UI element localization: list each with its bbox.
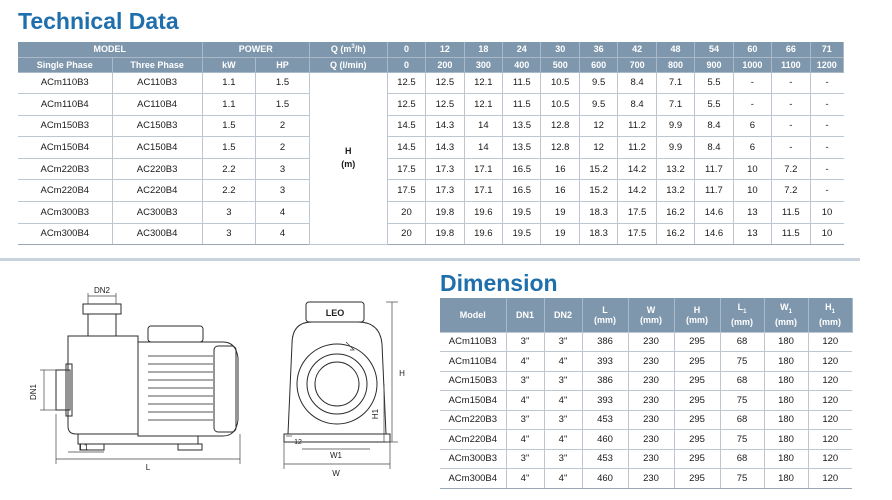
model-cell: ACm150B3 — [440, 371, 506, 391]
head-value-cell: 14.5 — [387, 115, 425, 137]
power-hp-cell: 2 — [256, 115, 310, 137]
three-phase-model-cell: AC220B3 — [112, 158, 202, 180]
w1-cell: 180 — [764, 371, 808, 391]
head-value-cell: 8.4 — [695, 137, 733, 159]
head-value-cell: 10 — [810, 202, 843, 224]
l-cell: 453 — [582, 410, 628, 430]
head-value-cell: 12 — [579, 115, 617, 137]
head-value-cell: 16.2 — [656, 202, 694, 224]
dim-l1-subscript: 1 — [743, 309, 747, 316]
q-lmin-header: Q (l/min) — [309, 57, 387, 72]
dn2-cell: 4" — [544, 391, 582, 411]
dim-dn1-header: DN1 — [506, 298, 544, 332]
head-value-cell: 11.2 — [618, 137, 656, 159]
head-value-cell: 20 — [387, 202, 425, 224]
head-value-cell: 12.8 — [541, 137, 579, 159]
q-lmin-value: 1200 — [810, 57, 843, 72]
single-phase-model-cell: ACm300B4 — [18, 223, 112, 245]
l1-cell: 68 — [720, 371, 764, 391]
head-value-cell: - — [772, 94, 810, 116]
l1-cell: 68 — [720, 410, 764, 430]
dn2-dimension-label: DN2 — [93, 286, 111, 295]
dim-dn2-header: DN2 — [544, 298, 582, 332]
l-cell: 386 — [582, 371, 628, 391]
dn1-dimension-label: DN1 — [29, 383, 38, 401]
head-value-cell: 7.1 — [656, 72, 694, 94]
head-value-cell: 16.2 — [656, 223, 694, 245]
head-value-cell: 11.7 — [695, 180, 733, 202]
pump-front-view-drawing — [262, 284, 422, 490]
head-value-cell: - — [810, 115, 843, 137]
l1-cell: 75 — [720, 469, 764, 489]
q-m3h-value: 18 — [464, 42, 502, 57]
dn1-cell: 3" — [506, 371, 544, 391]
dim-h-header — [674, 298, 720, 332]
dn2-cell: 4" — [544, 352, 582, 372]
l1-cell: 68 — [720, 449, 764, 469]
h1-cell: 120 — [808, 352, 852, 372]
w-dimension-label: W — [332, 469, 340, 478]
single-phase-model-cell: ACm110B4 — [18, 94, 112, 116]
head-value-cell: 6 — [733, 137, 771, 159]
q-lmin-value: 1000 — [733, 57, 771, 72]
dim-h1-unit: (mm) — [819, 317, 841, 328]
head-value-cell: - — [810, 72, 843, 94]
dn1-cell: 4" — [506, 391, 544, 411]
head-value-cell: 14.2 — [618, 180, 656, 202]
l1-cell: 75 — [720, 352, 764, 372]
three-phase-header: Three Phase — [112, 57, 202, 72]
l1-cell: 75 — [720, 430, 764, 450]
section-divider — [0, 258, 860, 261]
head-value-cell: 6 — [733, 115, 771, 137]
w1-cell: 180 — [764, 430, 808, 450]
head-value-cell: 13.5 — [503, 115, 541, 137]
l-cell: 393 — [582, 391, 628, 411]
head-value-cell: 5.5 — [695, 72, 733, 94]
dimension-table-row — [440, 430, 852, 450]
power-kw-cell: 1.5 — [202, 137, 256, 159]
h-cell: 295 — [674, 332, 720, 352]
h-cell: 295 — [674, 449, 720, 469]
head-value-cell: 14.6 — [695, 202, 733, 224]
l-dimension-label: L — [145, 463, 151, 472]
power-hp-cell: 1.5 — [256, 94, 310, 116]
h1-cell: 120 — [808, 371, 852, 391]
three-phase-model-cell: AC110B3 — [112, 72, 202, 94]
power-hp-cell: 4 — [256, 223, 310, 245]
three-phase-model-cell: AC150B3 — [112, 115, 202, 137]
power-hp-cell: 2 — [256, 137, 310, 159]
head-value-cell: 14.5 — [387, 137, 425, 159]
q-lmin-value: 0 — [387, 57, 425, 72]
dn2-cell: 3" — [544, 449, 582, 469]
head-value-cell: 13.2 — [656, 158, 694, 180]
head-value-cell: 14.2 — [618, 158, 656, 180]
dn2-cell: 4" — [544, 430, 582, 450]
head-value-cell: 14 — [464, 137, 502, 159]
h1-cell: 120 — [808, 469, 852, 489]
w1-cell: 180 — [764, 410, 808, 430]
w1-cell: 180 — [764, 352, 808, 372]
head-value-cell: 17.3 — [426, 158, 464, 180]
l-cell: 386 — [582, 332, 628, 352]
dim-l-header — [582, 298, 628, 332]
head-value-cell: 12.1 — [464, 72, 502, 94]
head-unit-cell — [309, 72, 387, 245]
head-value-cell: 15.2 — [579, 158, 617, 180]
dim-h1-header — [808, 298, 852, 332]
w1-dimension-label: W1 — [330, 451, 342, 460]
head-value-cell: 13.2 — [656, 180, 694, 202]
q-lmin-value: 600 — [579, 57, 617, 72]
power-kw-cell: 2.2 — [202, 158, 256, 180]
dimension-table-row — [440, 352, 852, 372]
head-value-cell: 5.5 — [695, 94, 733, 116]
head-value-cell: 11.7 — [695, 158, 733, 180]
dim-l1-header — [720, 298, 764, 332]
h-cell: 295 — [674, 352, 720, 372]
model-cell: ACm110B3 — [440, 332, 506, 352]
single-phase-model-cell: ACm220B4 — [18, 180, 112, 202]
power-header: POWER — [202, 42, 309, 57]
q-m3h-superscript: 3 — [351, 44, 355, 51]
dim-l1-label: L — [737, 302, 744, 313]
head-value-cell: 12.5 — [387, 94, 425, 116]
head-value-cell: 17.5 — [387, 158, 425, 180]
w1-cell: 180 — [764, 391, 808, 411]
w1-cell: 180 — [764, 332, 808, 352]
head-value-cell: 17.3 — [426, 180, 464, 202]
head-value-cell: - — [810, 137, 843, 159]
head-value-cell: 12.5 — [426, 94, 464, 116]
head-value-cell: 12 — [579, 137, 617, 159]
single-phase-model-cell: ACm300B3 — [18, 202, 112, 224]
dim-l-label: L — [602, 304, 608, 315]
head-value-cell: - — [733, 72, 771, 94]
dn1-cell: 4" — [506, 430, 544, 450]
head-value-cell: 9.5 — [579, 94, 617, 116]
dn1-cell: 4" — [506, 469, 544, 489]
pump-side-view-drawing — [18, 284, 258, 490]
dim-w-unit: (mm) — [640, 314, 662, 325]
q-m3h-value: 54 — [695, 42, 733, 57]
dim-w-header — [628, 298, 674, 332]
model-cell: ACm220B3 — [440, 410, 506, 430]
dimension-table-row — [440, 332, 852, 352]
power-kw-cell: 1.1 — [202, 94, 256, 116]
single-phase-model-cell: ACm150B3 — [18, 115, 112, 137]
h1-dimension-label: H1 — [371, 408, 380, 420]
three-phase-model-cell: AC150B4 — [112, 137, 202, 159]
three-phase-model-cell: AC300B4 — [112, 223, 202, 245]
head-value-cell: 18.3 — [579, 223, 617, 245]
dim-w1-unit: (mm) — [775, 317, 797, 328]
head-value-cell: 18.3 — [579, 202, 617, 224]
power-kw-cell: 1.5 — [202, 115, 256, 137]
q-m3h-text: Q (m — [330, 44, 352, 55]
dimension-header-row — [440, 298, 852, 332]
model-cell: ACm150B4 — [440, 391, 506, 411]
head-value-cell: 11.5 — [503, 72, 541, 94]
q-m3h-value: 60 — [733, 42, 771, 57]
dim-model-header: Model — [440, 298, 506, 332]
power-hp-cell: 3 — [256, 158, 310, 180]
dim-l-unit: (mm) — [594, 314, 616, 325]
tech-table-row — [18, 202, 844, 224]
head-value-cell: 19 — [541, 223, 579, 245]
dn2-cell: 3" — [544, 332, 582, 352]
head-value-cell: 7.1 — [656, 94, 694, 116]
power-kw-cell: 3 — [202, 202, 256, 224]
head-value-cell: 19.8 — [426, 223, 464, 245]
w-cell: 230 — [628, 430, 674, 450]
head-value-cell: 19.8 — [426, 202, 464, 224]
l-cell: 460 — [582, 469, 628, 489]
q-lmin-value: 400 — [503, 57, 541, 72]
model-cell: ACm300B4 — [440, 469, 506, 489]
head-value-cell: 19.5 — [503, 223, 541, 245]
h-cell: 295 — [674, 430, 720, 450]
twelve-dimension-label: 12 — [294, 439, 302, 446]
head-value-cell: 13 — [733, 223, 771, 245]
dimension-table — [440, 298, 853, 489]
power-kw-cell: 1.1 — [202, 72, 256, 94]
head-value-cell: 9.9 — [656, 115, 694, 137]
kw-header: kW — [202, 57, 256, 72]
single-phase-header: Single Phase — [18, 57, 112, 72]
three-phase-model-cell: AC300B3 — [112, 202, 202, 224]
head-value-cell: 12.5 — [387, 72, 425, 94]
tech-table-row — [18, 180, 844, 202]
dim-w-label: W — [646, 304, 656, 315]
h1-cell: 120 — [808, 391, 852, 411]
q-m3h-header — [309, 42, 387, 57]
head-label: H — [345, 146, 352, 157]
head-value-cell: 11.5 — [772, 202, 810, 224]
q-lmin-value: 900 — [695, 57, 733, 72]
technical-data-title: Technical Data — [18, 8, 179, 34]
head-value-cell: 20 — [387, 223, 425, 245]
head-value-cell: 14 — [464, 115, 502, 137]
head-value-cell: 17.5 — [618, 202, 656, 224]
head-value-cell: 7.2 — [772, 180, 810, 202]
head-value-cell: 7.2 — [772, 158, 810, 180]
w-cell: 230 — [628, 469, 674, 489]
power-kw-cell: 2.2 — [202, 180, 256, 202]
head-value-cell: 8.4 — [618, 72, 656, 94]
tech-header-row-2 — [18, 57, 844, 72]
dimension-table-row — [440, 469, 852, 489]
head-value-cell: 8.4 — [618, 94, 656, 116]
head-value-cell: - — [772, 115, 810, 137]
head-value-cell: 11.5 — [503, 94, 541, 116]
three-phase-model-cell: AC110B4 — [112, 94, 202, 116]
h1-cell: 120 — [808, 332, 852, 352]
single-phase-model-cell: ACm220B3 — [18, 158, 112, 180]
head-value-cell: 12.5 — [426, 72, 464, 94]
power-hp-cell: 1.5 — [256, 72, 310, 94]
head-unit: (m) — [341, 159, 356, 170]
h-cell: 295 — [674, 410, 720, 430]
head-value-cell: 17.5 — [387, 180, 425, 202]
h1-cell: 120 — [808, 449, 852, 469]
head-value-cell: 11.2 — [618, 115, 656, 137]
dim-w1-subscript: 1 — [788, 309, 792, 316]
head-value-cell: 10 — [733, 180, 771, 202]
dn1-cell: 3" — [506, 332, 544, 352]
head-value-cell: - — [810, 94, 843, 116]
head-value-cell: 19.6 — [464, 202, 502, 224]
q-lmin-value: 800 — [656, 57, 694, 72]
q-lmin-value: 200 — [426, 57, 464, 72]
dimension-table-row — [440, 391, 852, 411]
q-lmin-value: 1100 — [772, 57, 810, 72]
single-phase-model-cell: ACm150B4 — [18, 137, 112, 159]
dim-l1-unit: (mm) — [731, 317, 753, 328]
head-value-cell: - — [733, 94, 771, 116]
head-value-cell: 17.5 — [618, 223, 656, 245]
brand-plate-text: LEO — [325, 308, 345, 318]
head-value-cell: 14.6 — [695, 223, 733, 245]
head-value-cell: 14.3 — [426, 115, 464, 137]
dim-h1-label: H — [825, 302, 832, 313]
dn1-cell: 3" — [506, 449, 544, 469]
h-cell: 295 — [674, 469, 720, 489]
dimension-table-row — [440, 410, 852, 430]
head-value-cell: - — [810, 180, 843, 202]
l-cell: 460 — [582, 430, 628, 450]
q-m3h-value: 0 — [387, 42, 425, 57]
l-cell: 453 — [582, 449, 628, 469]
head-value-cell: 9.9 — [656, 137, 694, 159]
single-phase-model-cell: ACm110B3 — [18, 72, 112, 94]
head-value-cell: 10.5 — [541, 94, 579, 116]
w-cell: 230 — [628, 391, 674, 411]
dim-h-label: H — [693, 304, 701, 315]
dn2-cell: 3" — [544, 371, 582, 391]
dimension-table-row — [440, 449, 852, 469]
head-value-cell: 16 — [541, 180, 579, 202]
q-m3h-value: 66 — [772, 42, 810, 57]
tech-table-row — [18, 158, 844, 180]
q-lmin-value: 500 — [541, 57, 579, 72]
tech-table-row — [18, 223, 844, 245]
head-value-cell: 14.3 — [426, 137, 464, 159]
head-value-cell: 13 — [733, 202, 771, 224]
q-m3h-value: 12 — [426, 42, 464, 57]
head-value-cell: 12.8 — [541, 115, 579, 137]
head-value-cell: 19.6 — [464, 223, 502, 245]
head-value-cell: 17.1 — [464, 180, 502, 202]
power-hp-cell: 4 — [256, 202, 310, 224]
dn1-cell: 4" — [506, 352, 544, 372]
head-value-cell: 19 — [541, 202, 579, 224]
dimension-title: Dimension — [440, 270, 558, 296]
tech-table-row — [18, 115, 844, 137]
tech-table-row — [18, 137, 844, 159]
l1-cell: 75 — [720, 391, 764, 411]
q-m3h-value: 30 — [541, 42, 579, 57]
w-cell: 230 — [628, 332, 674, 352]
head-value-cell: 19.5 — [503, 202, 541, 224]
q-m3h-value: 24 — [503, 42, 541, 57]
w1-cell: 180 — [764, 469, 808, 489]
head-value-cell: - — [810, 158, 843, 180]
h1-cell: 120 — [808, 430, 852, 450]
w-cell: 230 — [628, 371, 674, 391]
head-value-cell: 15.2 — [579, 180, 617, 202]
q-m3h-value: 71 — [810, 42, 843, 57]
h-cell: 295 — [674, 371, 720, 391]
dimension-table-row — [440, 371, 852, 391]
dim-w1-header — [764, 298, 808, 332]
dim-w1-label: W — [780, 302, 789, 313]
model-cell: ACm110B4 — [440, 352, 506, 372]
q-m3h-value: 36 — [579, 42, 617, 57]
head-value-cell: 12.1 — [464, 94, 502, 116]
head-value-cell: 13.5 — [503, 137, 541, 159]
q-lmin-value: 300 — [464, 57, 502, 72]
q-m3h-value: 42 — [618, 42, 656, 57]
head-value-cell: 10 — [810, 223, 843, 245]
power-kw-cell: 3 — [202, 223, 256, 245]
h-dimension-label: H — [399, 369, 405, 378]
head-value-cell: 16.5 — [503, 180, 541, 202]
h1-cell: 120 — [808, 410, 852, 430]
model-cell: ACm300B3 — [440, 449, 506, 469]
tech-header-row-1 — [18, 42, 844, 57]
w-cell: 230 — [628, 449, 674, 469]
model-cell: ACm220B4 — [440, 430, 506, 450]
head-value-cell: - — [772, 72, 810, 94]
head-value-cell: 10.5 — [541, 72, 579, 94]
dn2-cell: 4" — [544, 469, 582, 489]
q-m3h-value: 48 — [656, 42, 694, 57]
tech-table-row — [18, 94, 844, 116]
q-m3h-tail: /h) — [354, 44, 366, 55]
head-value-cell: 17.1 — [464, 158, 502, 180]
head-value-cell: 8.4 — [695, 115, 733, 137]
l1-dimension-label: L1 — [79, 443, 89, 452]
l-cell: 393 — [582, 352, 628, 372]
w-cell: 230 — [628, 352, 674, 372]
head-value-cell: 11.5 — [772, 223, 810, 245]
power-hp-cell: 3 — [256, 180, 310, 202]
model-header: MODEL — [18, 42, 202, 57]
dim-h1-subscript: 1 — [831, 309, 835, 316]
dn1-cell: 3" — [506, 410, 544, 430]
w1-cell: 180 — [764, 449, 808, 469]
technical-data-table — [18, 42, 844, 245]
head-value-cell: 16.5 — [503, 158, 541, 180]
h-cell: 295 — [674, 391, 720, 411]
head-value-cell: 16 — [541, 158, 579, 180]
q-lmin-value: 700 — [618, 57, 656, 72]
head-value-cell: - — [772, 137, 810, 159]
head-value-cell: 10 — [733, 158, 771, 180]
w-cell: 230 — [628, 410, 674, 430]
dn2-cell: 3" — [544, 410, 582, 430]
dim-h-unit: (mm) — [686, 314, 708, 325]
head-value-cell: 9.5 — [579, 72, 617, 94]
three-phase-model-cell: AC220B4 — [112, 180, 202, 202]
tech-table-row — [18, 72, 844, 94]
l1-cell: 68 — [720, 332, 764, 352]
hp-header: HP — [256, 57, 310, 72]
